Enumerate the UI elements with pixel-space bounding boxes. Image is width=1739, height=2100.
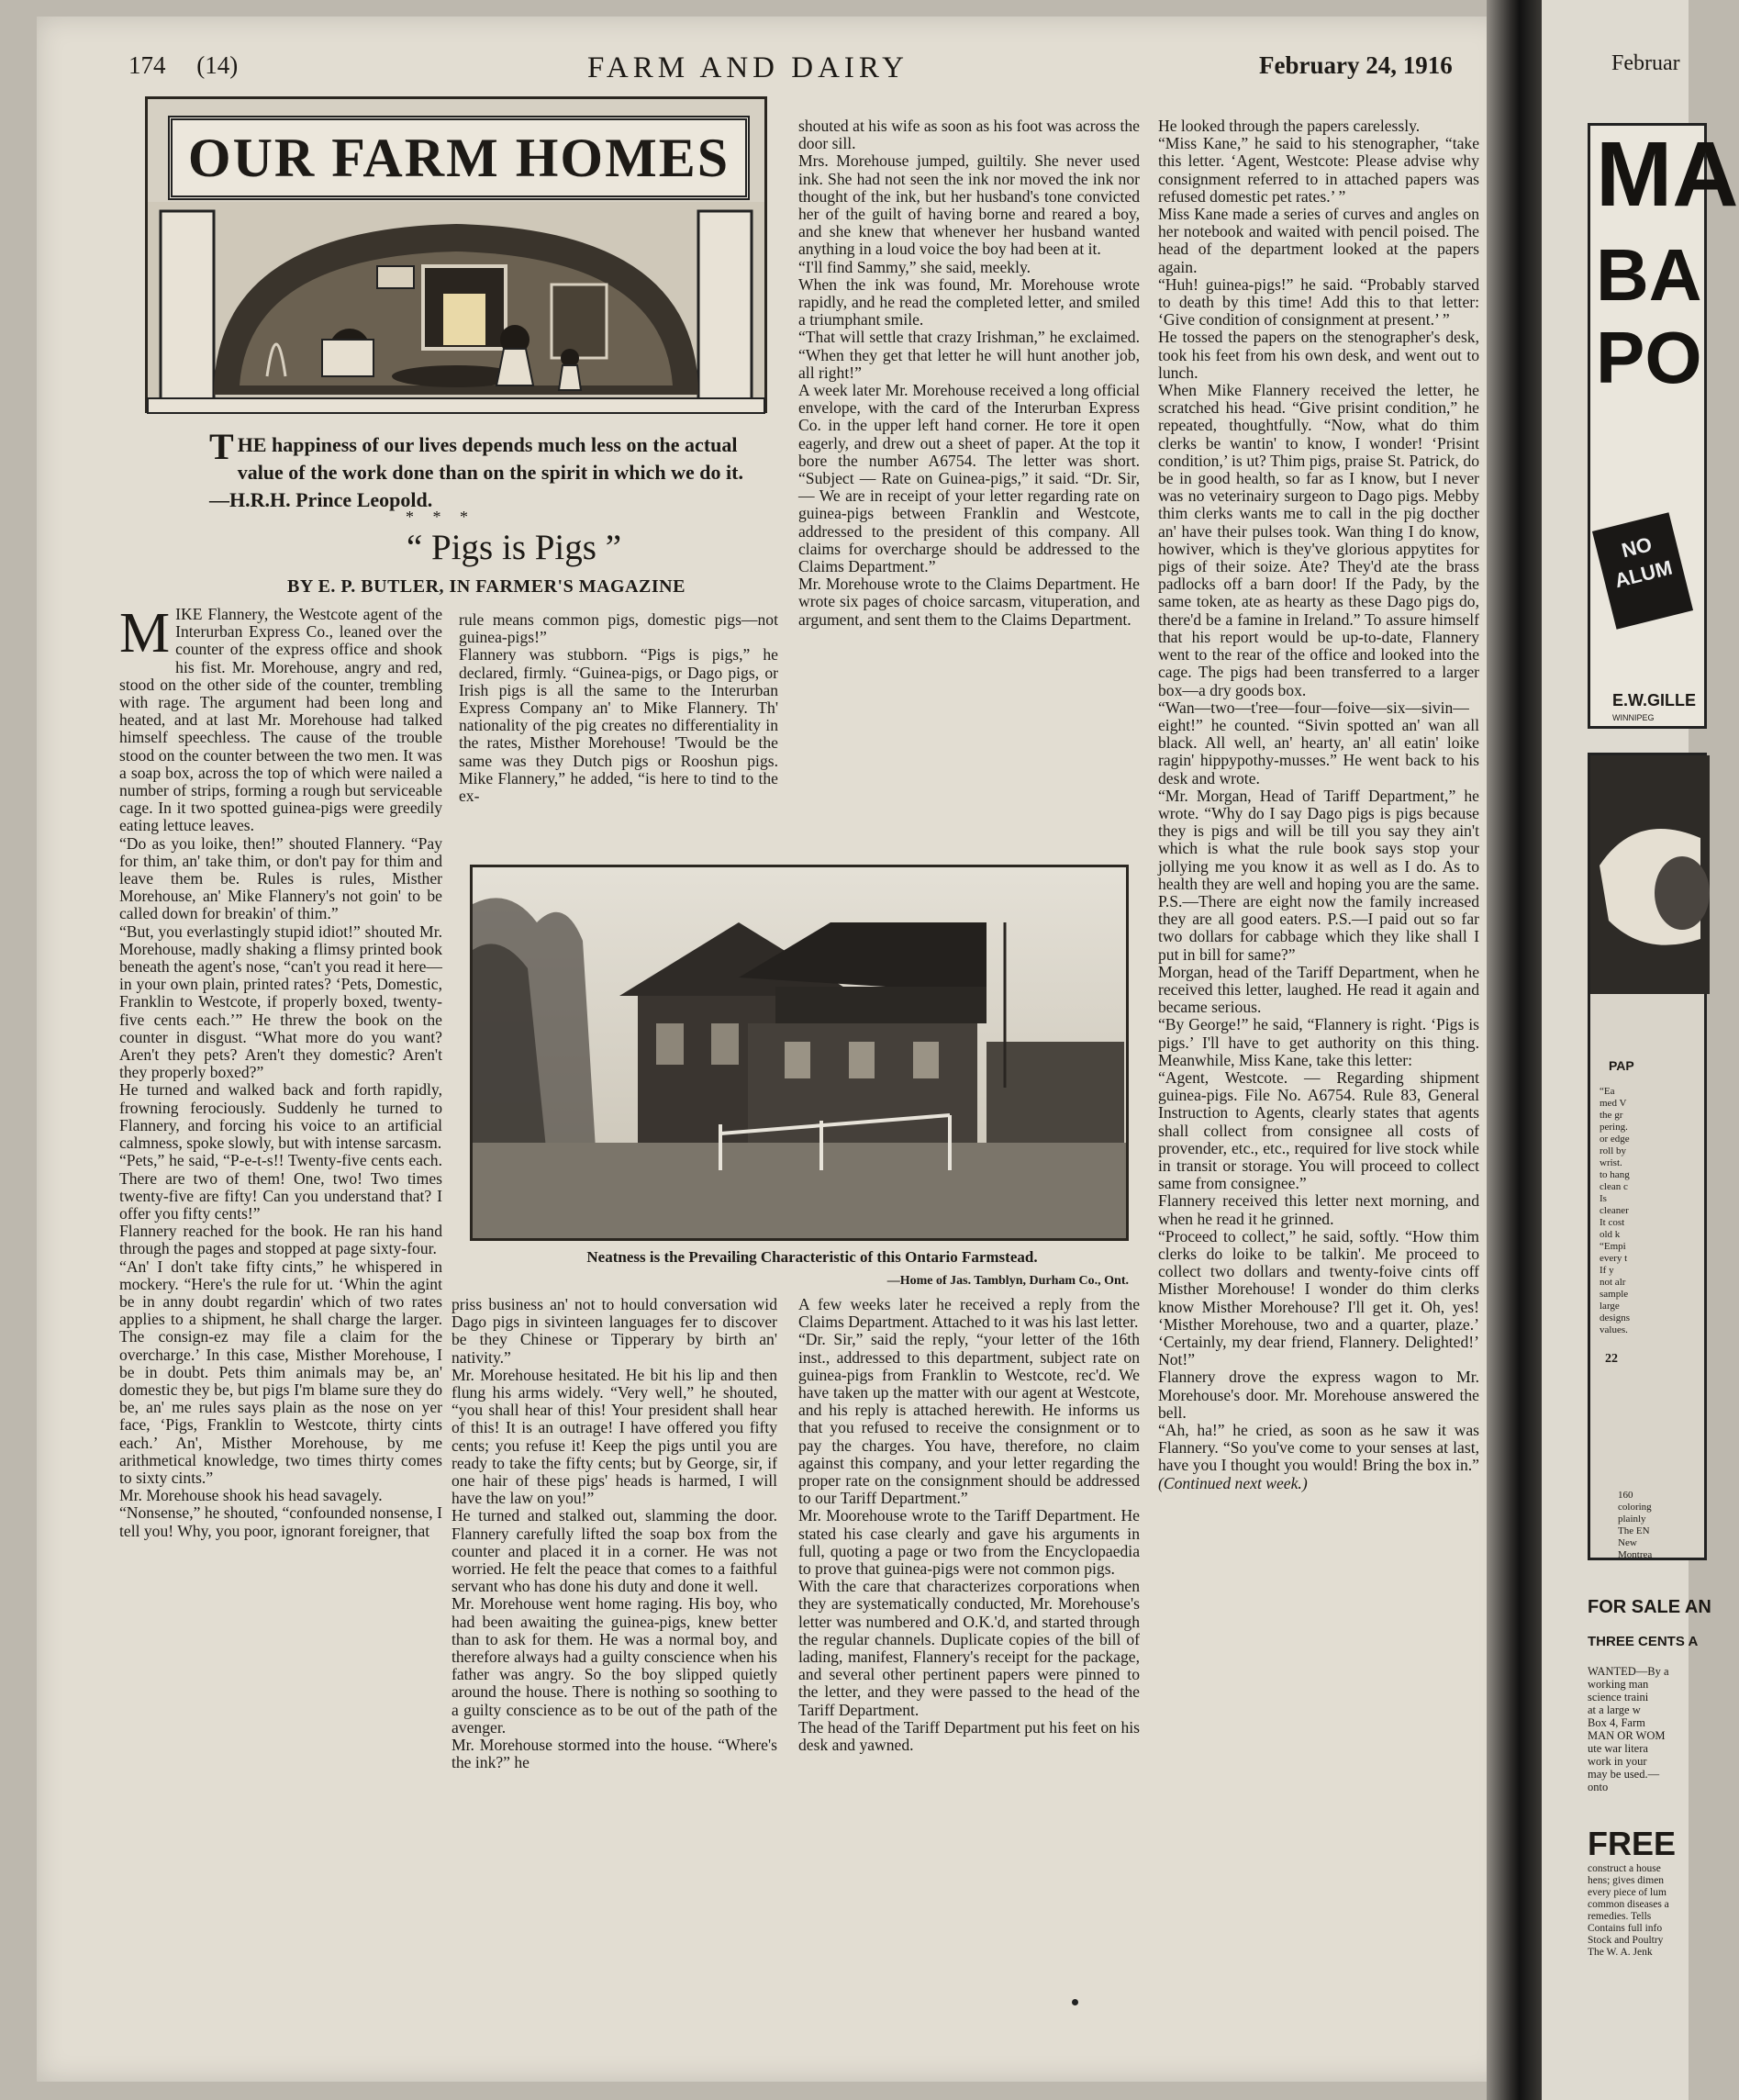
page-mark xyxy=(1072,1999,1078,2005)
ad-letters-3: PO xyxy=(1596,317,1702,398)
hand-illustration xyxy=(1590,755,1710,994)
free-ad-body: construct a house hens; gives dimen every piece of lum common diseases a remedies. Tells Contains full info Stock and Poultry The W. A. Jenk xyxy=(1588,1863,1669,1958)
for-sale-heading: FOR SALE AN xyxy=(1588,1597,1711,1617)
article-column-2-bottom: priss business an' not to hould conversation wid Dago pigs in sivinteen languages fer to discover be they Chinese or Tipperary by birth an' nativity.” Mr. Morehouse hesitated. He bit his lip and then flung his arms widely. “Very well,” he shouted, “you shall hear of this! Your president shall hear of this! It is an outrage! I have offered you fifty cents; you refuse it! Keep the pigs until you are ready to take the fifty cents; but by George, sir, if one hair of these pigs' heads is harmed, I will have the law on you!” He turned and stalked out, slamming the door. Flannery carefully lifted the soap box from the counter and placed it in a corner. He was not worried. He felt the peace that comes to a faithful servant who has done his duty and done it well. Mr. Morehouse went home raging. His boy, who had been awaiting the guinea-pigs, knew better than to ask for them. He was a normal boy, and therefore always had a guilty conscience when his father was angry. So the boy slipped quietly around the house. There is nothing so soothing to a guilty conscience as to be out of the path of the avenger. Mr. Morehouse stormed into the house. “Where's the ink?” he xyxy=(451,1295,777,1772)
paper-ad-heading: PAP xyxy=(1609,1058,1634,1073)
article-byline: BY E. P. BUTLER, IN FARMER'S MAGAZINE xyxy=(287,576,686,597)
farmstead-photo xyxy=(470,865,1129,1241)
article-column-4 xyxy=(1158,117,1479,1972)
photo-caption: Neatness is the Prevailing Characteristic of this Ontario Farmstead. xyxy=(586,1248,1038,1266)
banner-title: OUR FARM HOMES xyxy=(187,127,730,188)
section-number: (14) xyxy=(196,51,239,79)
epigraph-text: HE happiness of our lives depends much less on the actual value of the work done than on the spirit in which we do it.—H.R.H. Prince Leopold. xyxy=(209,433,743,511)
article-title: “ Pigs is Pigs ” xyxy=(406,528,622,567)
paper-ad-body: “Ea med V the gr pering. or edge roll by wrist. to hang clean c Is cleaner It cost old k “Empi every t If y not alr sample large designs values. xyxy=(1600,1086,1630,1335)
ad-city: WINNIPEG xyxy=(1612,713,1655,722)
photo-credit: —Home of Jas. Tamblyn, Durham Co., Ont. xyxy=(886,1274,1129,1288)
issue-date: February 24, 1916 xyxy=(1259,51,1453,79)
publication-name: FARM AND DAIRY xyxy=(587,51,909,84)
epigraph xyxy=(209,426,760,514)
article-column-3-top: shouted at his wife as soon as his foot was across the door sill. Mrs. Morehouse jumped, guiltily. She never used ink. She had not seen the ink nor moved the ink nor thought of the ink, but her husband's tone convicted her of the guilt of having borne and reared a boy, and she knew that whenever her husband wanted anything in a loud voice the boy had been at it. “I'll find Sammy,” she said, meekly. When the ink was found, Mr. Morehouse wrote rapidly, and he read the completed letter, and smiled a triumphant smile. “That will settle that crazy Irishman,” he exclaimed. “When they get that letter he will hunt another job, all right!” A week later Mr. Morehouse received a long official envelope, with the card of the Interurban Express Co. in the upper left hand corner. He tore it open eagerly, and drew out a sheet of paper. At the top it bore the number A6754. The letter was short. “Subject — Rate on Guinea-pigs,” it said. “Dr. Sir,— We are in receipt of your letter regarding rate on guinea-pigs between Franklin and Westcote, addressed to the president of this company. All claims for overcharge should be addressed to the Claims Department.” Mr. Morehouse wrote to the Claims Department. He wrote six pages of choice sarcasm, vituperation, and argument, and sent them to the Claims Department. xyxy=(798,117,1140,629)
free-ad-heading: FREE xyxy=(1588,1825,1677,1862)
page-number xyxy=(128,51,238,80)
section-ornament: * * * xyxy=(406,508,475,526)
column-4-text: He looked through the papers carelessly. “Miss Kane,” he said to his stenographer, “take this letter. ‘Agent, Westcote: Please advise why consignment referred to in attached papers was refused domestic pet rates.’ ” Miss Kane made a series of curves and angles on her notebook and waited with pencil poised. The head of the department looked at the papers again. “Huh! guinea-pigs!” he said. “Probably starved to death by this time! Add this to that letter: ‘Give condition of consignment at present.’ ” He tossed the papers on the stenographer's desk, took his feet from his own desk, and went out to lunch. When Mike Flannery received the letter, he scratched his head. “Give prisint condition,” he repeated, thoughtfully. “Now, what do thim clerks be wantin' to know, I wonder! ‘Prisint condition,’ is ut? Thim pigs, praise St. Patrick, do be in good health, so far as I know, but I never was no veterinairy surgeon to Dago pigs. Mebby thim clerks wants me to call in the pig docther an' have their pulses took. Wan thing I do know, howiver, which is they've glorious appytites for pigs of their soize. Ate? They'd ate the brass padlocks off a barn door! If the Pady, by the same token, ate as hearty as these Dago pigs do, there'd be a famine in Ireland.” To assure himself that his report would be up-to-date, Flannery went to the rear of the office and looked into the cage. The pigs had been transferred to a larger box—a dry goods box. “Wan—two—t'ree—four—foive—six—sivin—eight!” he counted. “Sivin spotted an' wan all black. All well, an' hearty, an' all eatin' loike ragin' hippypothy-musses.” He went back to his desk and wrote. “Mr. Morgan, Head of Tariff Department,” he wrote. “Why do I say Dago pigs is pigs because they is pigs and will be till you say they ain't which is what the rule book says stop your jollying me you know it as well as I do. As to health they are well and hoping you are the same. P.S.—There are eight now the family increased they are all good eaters. P.S.—I paid out so far two dollars for cabbage which they like shall I put in bill for same?” Morgan, head of the Tariff Department, when he received this letter, laughed. He read it again and became serious. “By George!” he said, “Flannery is right. ‘Pigs is pigs.’ I'll have to get authority on this thing. Meanwhile, Miss Kane, take this letter: “Agent, Westcote. — Regarding shipment guinea-pigs. File No. A6754. Rule 83, General Instruction to Agents, clearly states that agents shall collect from consignee all costs of provender, etc., etc., required for live stock while in transit or storage. You will proceed to collect same from consignee.” Flannery received this letter next morning, and when he read it he grinned. “Proceed to collect,” he said, softly. “How thim clerks do loike to be talkin'. Me proceed to collect two dollars and twenty-foive cints off Misther Morehouse! I wonder do thim clerks know Misther Morehouse? I'll get it. Oh, yes! ‘Misther Morehouse, two and a quarter, plaze.’ ‘Certainly, my dear friend, Flannery. Delighted!’ Not!” Flannery drove the express wagon to Mr. Morehouse's door. Mr. Morehouse answered the bell. “Ah, ha!” he cried, as soon as he saw it was Flannery. “So you've come to your senses at last, have you I thought you would! Bring the box in.” xyxy=(1158,117,1479,1475)
no-alum-badge: NO ALUM xyxy=(1592,512,1693,630)
paper-ad-footer: 160 coloring plainly The EN New Montrea xyxy=(1618,1490,1653,1560)
paper-ad-number: 22 xyxy=(1605,1352,1618,1366)
farmhouse-image xyxy=(473,867,1126,1238)
three-cents-heading: THREE CENTS A xyxy=(1588,1634,1699,1649)
adjacent-page xyxy=(1542,0,1739,2100)
article-column-2-top: rule means common pigs, domestic pigs—not guinea-pigs!” Flannery was stubborn. “Pigs is pigs,” he declared, firmly. “Guinea-pigs, or Dago pigs, or Irish pigs is all the same to the Interurban Express Company an' to Mike Flannery. Th' nationality of the pig creates no differentiality in the rates, Misther Morehouse! 'Twould be the same was they Dutch pigs or Rooshun pigs. Mike Flannery,” he added, “is here to tind to the ex- xyxy=(459,610,778,806)
column-1-text: IKE Flannery, the Westcote agent of the Interurban Express Co., leaned over the counter of the express office and shook his fist. Mr. Morehouse, angry and red, stood on the other side of the counter, trembling with rage. The argument had been long and heated, and at last Mr. Morehouse had talked himself speechless. The cause of the trouble stood on the counter between the two men. It was a soap box, across the top of which were nailed a number of strips, forming a rough but serviceable cage. In it two spotted guinea-pigs were greedily eating lettuce leaves. “Do as you loike, then!” shouted Flannery. “Pay for thim, an' take thim, or don't pay for thim and leave them be. Rules is rules, Misther Morehouse, an' Mike Flannery's not goin' to be called down for breakin' of thim.” “But, you everlastingly stupid idiot!” shouted Mr. Morehouse, madly shaking a flimsy printed book beneath the agent's nose, “can't you read it here—in your own plain, printed rates? ‘Pets, Domestic, Franklin to Westcote, if properly boxed, twenty-five cents each.’” He threw the book on the counter in disgust. “What more do you want? Aren't they pets? Aren't they domestic? Aren't they properly boxed?” He turned and walked back and forth rapidly, frowning ferociously. Suddenly he turned to Flannery, and forcing his voice to an artificial calmness, spoke slowly, but with intense sarcasm. “Pets,” he said, “P-e-t-s!! Twenty-five cents each. There are two of them! One, two! Two times twenty-five are fifty! Can you understand that? I offer you fifty cents!” Flannery reached for the book. He ran his hand through the pages and stopped at page sixty-four. “An' I don't take fifty cints,” he whispered in mockery. “Here's the rule for ut. ‘Whin the agint be in anny doubt regardin' which of two rates applies to a shipment, he shall charge the larger. The consign-ez may file a claim for the overcharge.’ In this case, Misther Morehouse, I be in doubt. Pets thim animals may be, an' domestic they be, but pigs I'm blame sure they do be, an' me rules says plain as the nose on yer face, ‘Pigs, Franklin to Westcote, thirty cints each.’ An', Misther Morehouse, by me arithmetical knowledge, two times thirty comes to sixty cints.” Mr. Morehouse shook his head savagely. “Nonsense,” he shouted, “confounded nonsense, I tell you! Why, you poor, ignorant foreigner, that xyxy=(119,605,442,1540)
adjacent-page-date: Februar xyxy=(1611,51,1680,75)
drop-cap: M xyxy=(119,602,171,665)
classified-ads: WANTED—By a working man science traini at a large w Box 4, Farm MAN OR WOM ute war litera work in your may be used.— onto xyxy=(1588,1665,1669,1793)
article-column-1 xyxy=(119,602,442,1955)
paper-ad xyxy=(1588,753,1707,1560)
continued-note: (Continued next week.) xyxy=(1158,1473,1308,1492)
fireside-illustration xyxy=(148,202,764,413)
baking-powder-ad xyxy=(1588,123,1739,729)
epigraph-initial: T xyxy=(209,426,234,467)
ad-letters-1: MA xyxy=(1596,123,1739,226)
ad-letters-2: BA xyxy=(1596,234,1702,316)
page-gutter xyxy=(1487,0,1542,2100)
banner-title-box xyxy=(168,116,750,200)
ad-company: E.W.GILLE xyxy=(1612,691,1697,709)
farm-homes-banner xyxy=(145,96,767,413)
page-number-value: 174 xyxy=(128,51,166,79)
article-column-3-bottom: A few weeks later he received a reply from the Claims Department. Attached to it was his last letter. “Dr. Sir,” said the reply, “your letter of the 16th inst., addressed to this department, subject rate on guinea-pigs from Franklin to Westcote, rec'd. We have taken up the matter with our agent at Westcote, and his reply is attached herewith. He informs us that you refused to receive the consignment or to pay the charges. You have, therefore, no claim against this company, and your letter regarding the proper rate on the consignment should be addressed to our Tariff Department.” Mr. Moorehouse wrote to the Tariff Department. He stated his case clearly and gave his arguments in full, quoting a page or two from the Encyclopaedia to prove that guinea-pigs were not common pigs. With the care that characterizes corporations when they are systematically conducted, Mr. Morehouse's letter was numbered and O.K.'d, and started through the regular channels. Duplicate copies of the bill of lading, manifest, Flannery's receipt for the package, and several other pertinent papers were pinned to the letter, and they were passed to the head of the Tariff Department. The head of the Tariff Department put his feet on his desk and yawned. xyxy=(798,1295,1140,1755)
